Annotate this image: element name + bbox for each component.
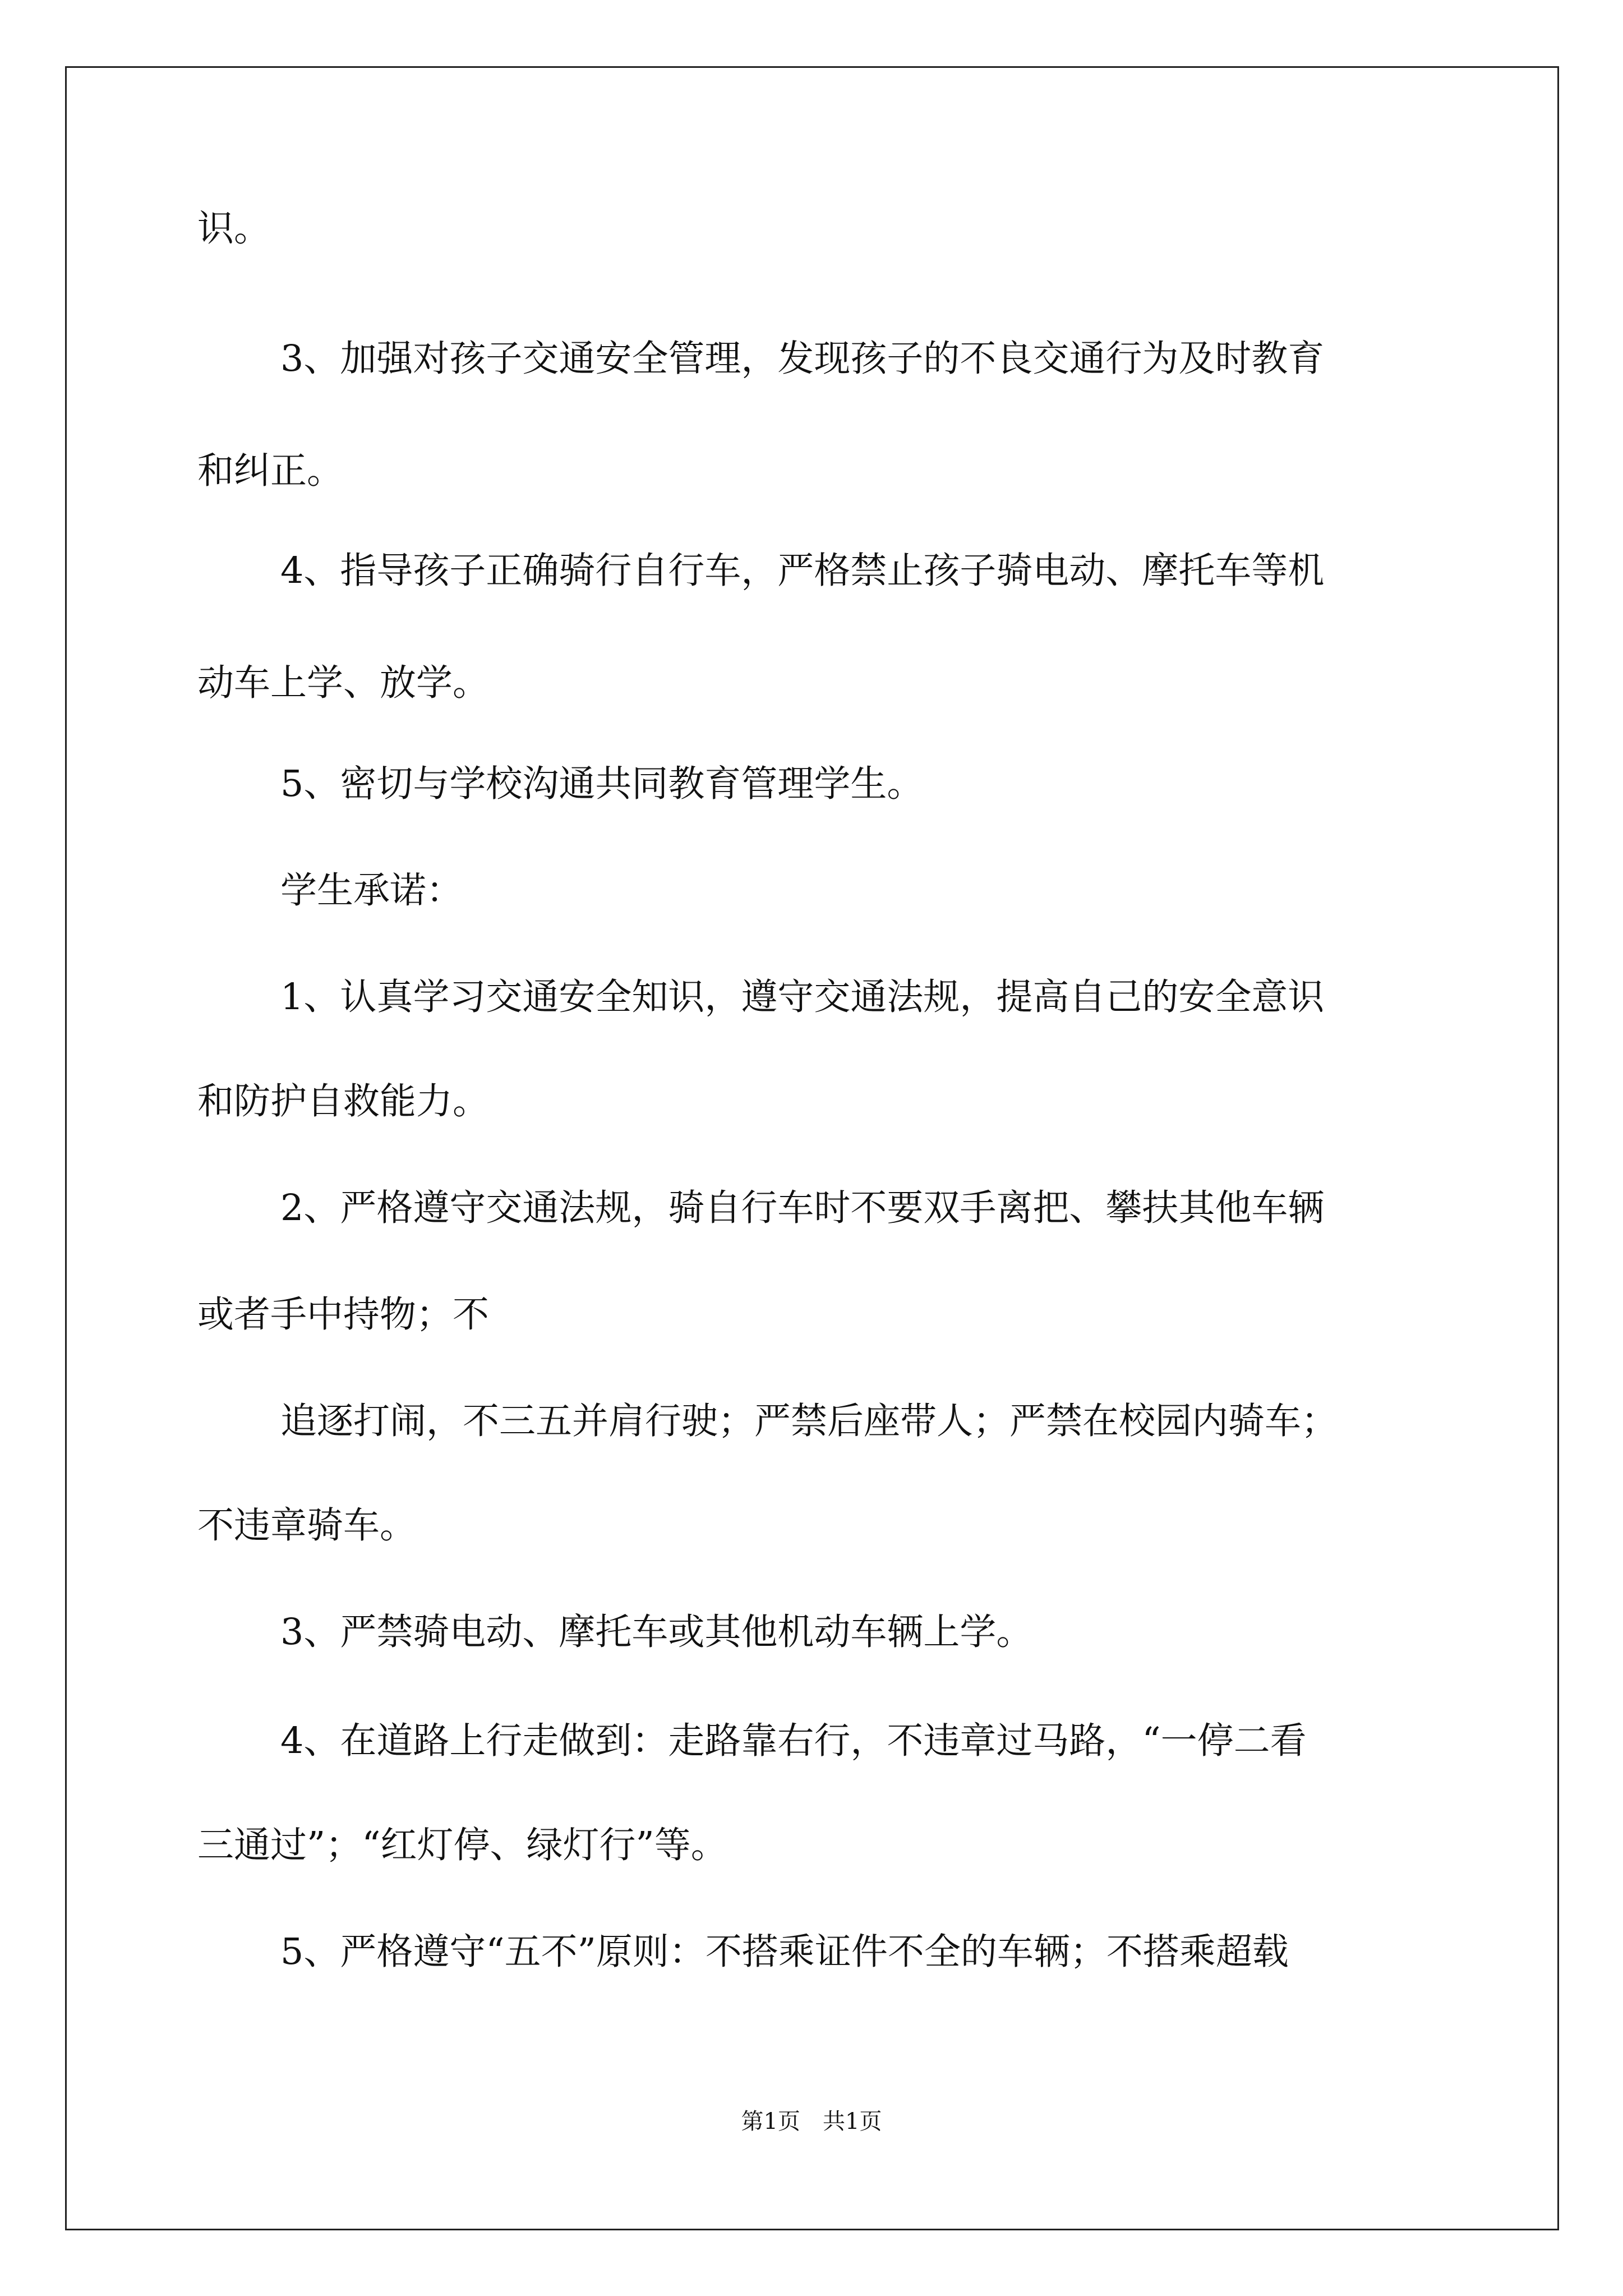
text-line-1: 识。 [197,208,271,250]
text-line-13: 不违章骑车。 [197,1504,417,1547]
text-line-10: 2、严格遵守交通法规，骑自行车时不要双手离把、攀扶其他车辆 [280,1187,1325,1229]
page-footer: 第1页 共1页 [741,2109,882,2134]
text-line-2: 3、加强对孩子交通安全管理，发现孩子的不良交通行为及时教育 [280,338,1325,380]
text-line-6: 5、密切与学校沟通共同教育管理学生。 [280,763,924,805]
text-line-17: 5、严格遵守“五不”原则：不搭乘证件不全的车辆；不搭乘超载 [280,1931,1289,1973]
text-line-15: 4、在道路上行走做到：走路靠右行，不违章过马路，“一停二看 [280,1720,1307,1762]
text-line-3: 和纠正。 [197,450,344,492]
text-line-9: 和防护自救能力。 [197,1080,490,1122]
text-line-7: 学生承诺： [280,869,463,912]
text-line-14: 3、严禁骑电动、摩托车或其他机动车辆上学。 [280,1611,1033,1653]
text-line-11: 或者手中持物；不 [197,1294,490,1336]
page-border [65,66,1559,2230]
text-line-5: 动车上学、放学。 [197,662,490,704]
text-line-4: 4、指导孩子正确骑行自行车，严格禁止孩子骑电动、摩托车等机 [280,550,1325,592]
text-line-16: 三通过”；“红灯停、绿灯行”等。 [197,1824,727,1866]
text-line-12: 追逐打闹，不三五并肩行驶；严禁后座带人；严禁在校园内骑车； [280,1400,1338,1442]
text-line-8: 1、认真学习交通安全知识，遵守交通法规，提高自己的安全意识 [280,976,1325,1018]
